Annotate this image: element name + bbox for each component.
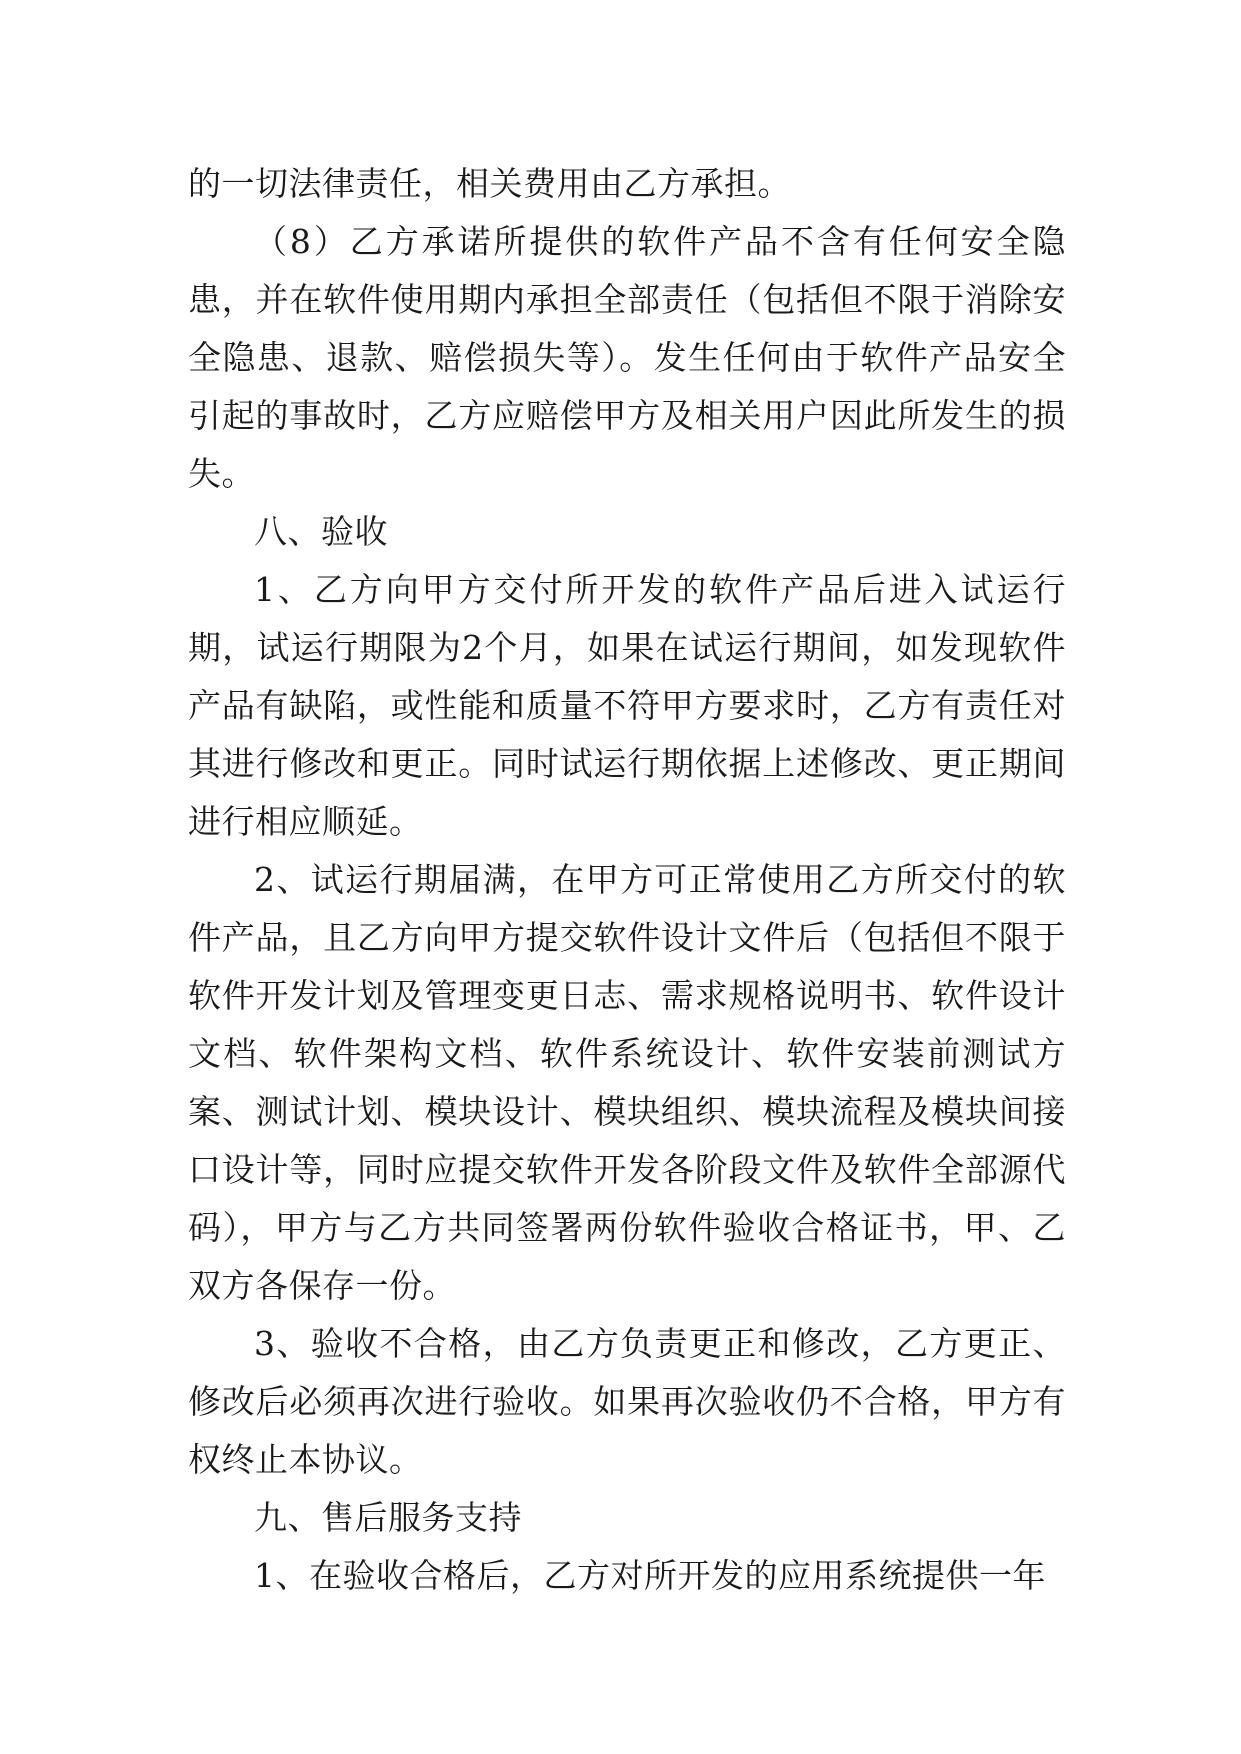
paragraph: 1、乙方向甲方交付所开发的软件产品后进入试运行期，试运行期限为2个月，如果在试运行期间，如发现软件产品有缺陷，或性能和质量不符甲方要求时，乙方有责任对其进行修改和更正。同时试运行期依据上述修改、更正期间进行相应顺延。 (188, 570, 1066, 841)
section-heading: 八、验收 (254, 512, 388, 551)
paragraph: 2、试运行期届满，在甲方可正常使用乙方所交付的软件产品，且乙方向甲方提交软件设计文件后（包括但不限于软件开发计划及管理变更日志、需求规格说明书、软件设计文档、软件架构文档、软件系统设计、软件安装前测试方案、测试计划、模块设计、模块组织、模块流程及模块间接口设计等，同时应提交软件开发各阶段文件及软件全部源代码），甲方与乙方共同签署两份软件验收合格证书，甲、乙双方各保存一份。 (188, 860, 1066, 1305)
paragraph: （8）乙方承诺所提供的软件产品不含有任何安全隐患，并在软件使用期内承担全部责任（包括但不限于消除安全隐患、退款、赔偿损失等）。发生任何由于软件产品安全引起的事故时，乙方应赔偿甲方及相关用户因此所发生的损失。 (188, 222, 1066, 493)
section-heading: 九、售后服务支持 (254, 1498, 522, 1537)
document-body (188, 155, 1066, 1605)
paragraph: 的一切法律责任，相关费用由乙方承担。 (188, 164, 791, 203)
paragraph: 1、在验收合格后，乙方对所开发的应用系统提供一年 (254, 1556, 1046, 1595)
paragraph: 3、验收不合格，由乙方负责更正和修改，乙方更正、修改后必须再次进行验收。如果再次验收仍不合格，甲方有权终止本协议。 (188, 1324, 1066, 1479)
